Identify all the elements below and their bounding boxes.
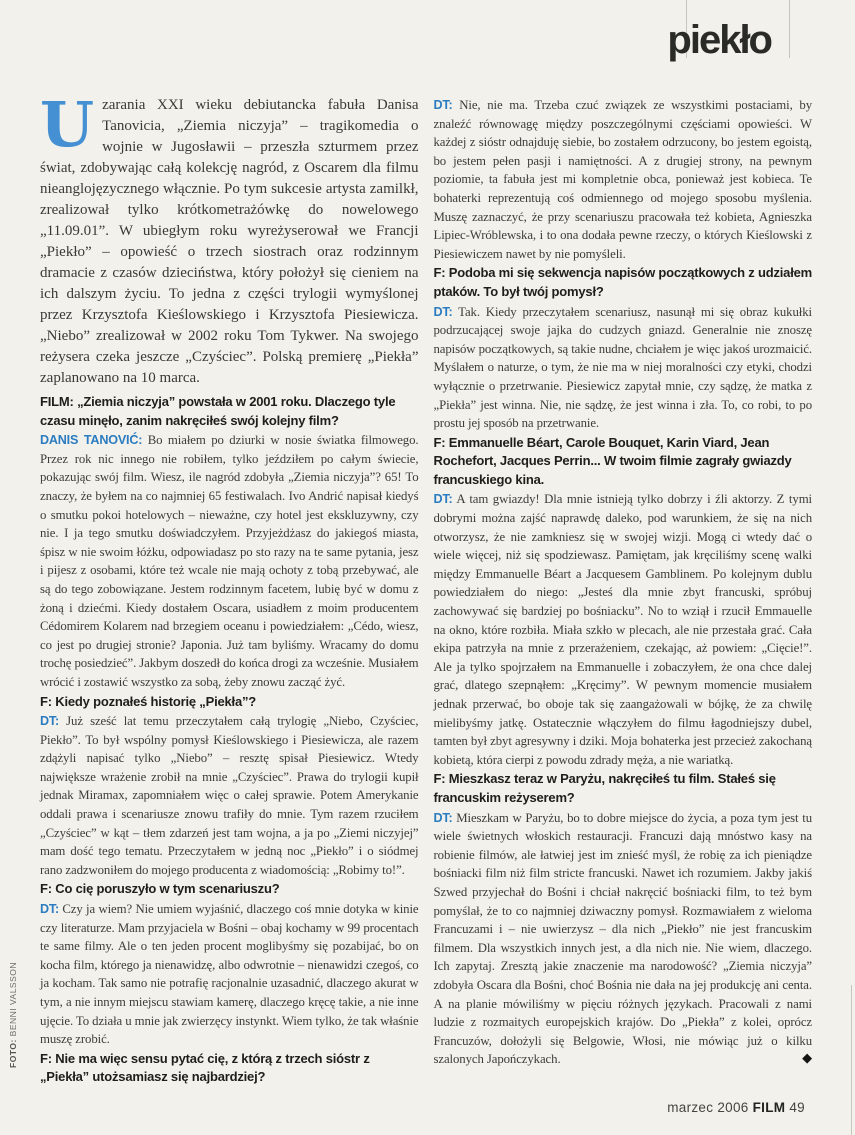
interview-answer bbox=[434, 96, 813, 263]
speaker-label: DANIS TANOVIĆ: bbox=[40, 433, 143, 448]
speaker-label: DT: bbox=[433, 492, 453, 507]
answer-text: Mieszkam w Paryżu, bo to dobre miejsce do życia, a poza tym jest tu wiele świetnych włoskich restauracji. Francuzi dają mnóstwo kasy na robienie filmów, ale łatwiej jest im znieść myśl, że robię za ich pieniądze bośniacki film niż film stricte francuski. Nawet ich rozumiem. Jakby jakiś Szwed przyjechał do Bośni i chciał nakręcić bośniacki film, to też bym pomyślał, że to co najmniej dziwaczny pomysł. Rozmawiałem z wieloma Francuzami i – nie uwierzysz – dla nich „Piekło” nie jest francuskim filmem. Dla wszystkich innych jest, a dla nich nie. Nie wiem, dlaczego. Ich zapytaj. Zresztą jakie znaczenie ma narodowość? „Ziemia niczyja” zdobyła Oscara dla Bośni, choć Bośnia nie dała na jej produkcję ani centa. A na planie mówiliśmy w pięciu różnych językach. Pracowali z nami ludzie z rozmaitych europejskich krajów. Do „Piekła” z kolei, oprócz Francuzów, dołożyli się Belgowie, Włosi, nie mówiąc już o kilku szalonych Japończykach. bbox=[433, 810, 812, 1067]
photo-credit-label: FOTO: bbox=[8, 1039, 18, 1068]
question-text: Emmanuelle Béart, Carole Bouquet, Karin Viard, Jean Rochefort, Jacques Perrin... W twoim filmie zagrały gwiazdy francuskiego kina. bbox=[433, 434, 792, 487]
column-right bbox=[434, 95, 813, 1088]
drop-cap: U bbox=[40, 88, 95, 161]
interview-question bbox=[434, 264, 813, 301]
question-text: Mieszkasz teraz w Paryżu, nakręciłeś tu film. Stałeś się francuskim reżyserem? bbox=[433, 771, 776, 805]
footer-magazine-name: FILM bbox=[752, 1100, 786, 1115]
question-text: Kiedy poznałeś historię „Piekła”? bbox=[51, 693, 257, 709]
interview-answer bbox=[40, 431, 419, 691]
interview-question bbox=[434, 770, 813, 807]
question-text: Nie ma więc sensu pytać cię, z którą z trzech sióstr z „Piekła” utożsamiasz się najbardziej? bbox=[40, 1050, 370, 1085]
question-text: Co cię poruszyło w tym scenariuszu? bbox=[51, 881, 280, 897]
question-label: FILM: bbox=[40, 394, 74, 409]
right-edge-rule bbox=[851, 985, 852, 1135]
question-label: F: bbox=[40, 881, 52, 897]
top-rule-right bbox=[789, 0, 790, 58]
interview-question bbox=[40, 393, 419, 430]
interview-answer bbox=[434, 303, 813, 433]
speaker-label: DT: bbox=[433, 98, 453, 112]
end-of-article-diamond: ◆ bbox=[802, 1051, 812, 1067]
question-label: F: bbox=[40, 1050, 52, 1066]
footer-page-number: 49 bbox=[785, 1100, 805, 1115]
answer-text: Już sześć lat temu przeczytałem całą trylogię „Niebo, Czyściec, Piekło”. To był wspólny pomysł Kieślowskiego i Piesiewicza, ale razem zdążyli napisać tylko „Niebo” – resztę spisał Piesiewicz. Wtedy największe wrażenie zrobił na mnie „Czyściec”. Prawa do trylogii kupił jednak Miramax, zapomniałem więc o całej sprawie. Potem Amerykanie oddali prawa i scenariusze znowu trafiły do mnie. Tym razem rzuciłem „Czyściec” w kąt – tłem zdarzeń jest tam wojna, a ja po „Ziemi niczyjej” mam dość tego tematu. Przeczytałem w jedną noc „Piekło” i o siódmej rano zadzwoniłem do mojego producenta z wiadomością: „Robimy to!”. bbox=[40, 714, 419, 877]
speaker-label: DT: bbox=[40, 902, 59, 917]
interview-question bbox=[40, 693, 419, 712]
column-left bbox=[40, 88, 419, 1088]
photo-credit bbox=[8, 962, 18, 1068]
interview-question bbox=[40, 1050, 419, 1087]
page-title: piekło bbox=[667, 18, 771, 62]
speaker-label: DT: bbox=[433, 304, 453, 319]
interview-answer bbox=[434, 490, 813, 769]
interview-question bbox=[434, 434, 813, 490]
answer-text: Nie, nie ma. Trzeba czuć związek ze wszystkimi postaciami, by znaleźć równowagę między poszczególnymi częściami opowieści. W każdej z sióstr odnajduję siebie, bo zostałem odrzucony, bo jestem egoistą, bo jestem pełen pasji i namiętności. A z drugiej strony, na pewnym poziomie, ta fabuła jest mi kompletnie obca, ponieważ jest kobieca. Te bohaterki reprezentują coś odmiennego od mojego sposobu myślenia. Muszę zaznaczyć, że przy scenariuszu pracowała też kobieta, Agnieszka Lipiec-Wróblewska, i to ona dodała pewne rzeczy, o których Kieślowski z Piesiewiczem nawet by nie pomyśleli. bbox=[433, 98, 812, 261]
answer-text: Czy ja wiem? Nie umiem wyjaśnić, dlaczego coś mnie dotyka w kinie czy literaturze. Mam przyjaciela w Bośni – obaj kochamy w 99 procentach te same filmy. Ale o ten jeden procent moglibyśmy się pozabijać, bo on kocha film, którego ja nienawidzę, albo odwrotnie – nienawidzi czegoś, co ja kocham. Tak samo nie potrafię racjonalnie uzasadnić, dlaczego akurat w tym, a nie innym miejscu stawiam kamerę, dlaczego kręcę takie, a nie inne ujęcie. To działa u mnie jak zwierzęcy instynkt. Wiem tylko, że tak właśnie muszę zrobić. bbox=[40, 902, 419, 1047]
speaker-label: DT: bbox=[40, 714, 59, 729]
page-footer bbox=[667, 1100, 805, 1115]
intro-paragraph bbox=[40, 88, 419, 389]
intro-text: zarania XXI wieku debiutancka fabuła Danisa Tanovicia, „Ziemia niczyja” – tragikomedia o wojnie w Jugosławii – przeszła szturmem przez świat, zdobywając całą kolekcję nagród, z Oscarem dla filmu nieanglojęzycznego włącznie. Po tym sukcesie artysta zamilkł, zrealizował tylko krótkometrażówkę do nowelowego „11.09.01”. W ubiegłym roku wyreżyserował we Francji „Piekło” – opowieść o trzech siostrach oraz rodzinnym dramacie z czasów dzieciństwa, który położył się cieniem na ich dalszym życiu. To jedna z części trylogii wymyślonej przez Krzysztofa Kieślowskiego i Krzysztofa Piesiewicza. „Niebo” zrealizował w 2002 roku Tom Tykwer. Na swojego reżysera czeka jeszcze „Czyściec”. Polską premierę „Piekła” zaplanowano na 10 marca. bbox=[40, 97, 419, 386]
speaker-label: DT: bbox=[433, 810, 453, 825]
question-text: Podoba mi się sekwencja napisów początkowych z udziałem ptaków. To był twój pomysł? bbox=[433, 265, 813, 299]
article-columns bbox=[40, 88, 813, 1088]
interview-question bbox=[40, 880, 419, 899]
question-text: „Ziemia niczyja” powstała w 2001 roku. Dlaczego tyle czasu minęło, zanim nakręciłeś swój kolejny film? bbox=[40, 394, 396, 428]
answer-text: A tam gwiazdy! Dla mnie istnieją tylko dobrzy i źli aktorzy. Z tymi dobrymi można zajść naprawdę daleko, pod warunkiem, że się na nich otworzysz, że nie zamkniesz się w swojej wizji. Mogą ci wtedy dać o wiele więcej, niż się spodziewasz. Pamiętam, jak kręciliśmy scenę walki między Emmanuelle Béart a Jacquesem Gamblinem. Po kolejnym dublu powiedziałem do niego: „Jesteś dla mnie zbyt francuski, spróbuj zachowywać się bardziej po bośniacku”. No to wziął i rzucił Emmauelle na okno, które rozbiła. Miała szkło w plecach, ale nie przestała grać. Cała ekipa patrzyła na mnie z przerażeniem, czekając, aż powiem: „Cięcie!”. Ale ja tylko spojrzałem na Emmanuelle i zobaczyłem, że ona chce dalej grać, dlatego szepnąłem: „Kręcimy”. W pewnym momencie musiałem jednak przerwać, bo oboje tak się zaangażowali w bójkę, że za chwilę mielibyśmy jatkę. Ostatecznie włączyłem do filmu łagodniejszy dubel, tamten był zbyt agresywny i dziki. Moja bohaterka jest przecież zakochaną kobietą, która cierpi z powodu zdrady męża, a nie wariatką. bbox=[433, 492, 812, 767]
answer-text: Tak. Kiedy przeczytałem scenariusz, nasunął mi się obraz kukułki podrzucającej swoje jajka do cudzych gniazd. Generalnie nie znoszę napisów początkowych, są takie nudne, chciałem je więc jakoś urozmaicić. Myślałem o naturze, o tym, że nie ma w niej moralności czy etyki, chodzi wyłącznie o przetrwanie. Piesiewicz zapytał mnie, czy sądzę, że matka z „Piekła” jest winna. Nie, nie sądzę, że jest winna i zła. To, co robi, to po prostu jej sposób na przetrwanie. bbox=[433, 304, 812, 431]
interview-answer bbox=[434, 809, 813, 1069]
photo-credit-name: BENNI VALSSON bbox=[8, 961, 18, 1040]
question-label: F: bbox=[433, 265, 446, 281]
question-label: F: bbox=[433, 434, 446, 450]
interview-answer bbox=[40, 712, 419, 879]
question-label: F: bbox=[433, 771, 446, 787]
footer-issue: marzec 2006 bbox=[667, 1100, 753, 1115]
answer-text: Bo miałem po dziurki w nosie światka filmowego. Przez rok nic innego nie robiłem, tylko jeździłem po całym świecie, pokazując swój film. Wiesz, ile nagród zdobyła „Ziemia niczyja”? 65! To znaczy, że byłem na co najmniej 65 festiwalach. Ivo Andrić napisał kiedyś o smutku pokoi hotelowych – nieważne, czy hotel jest ekskluzywny, czy nie. I ja tego smutku doświadczyłem. Przyjeżdżasz do jakiegoś miasta, śpisz w nie swoim łóżku, odpowiadasz po sto razy na te same pytania, jesz i pijesz z osobami, które też wcale nie mają ochoty z tobą przebywać, ale są do tego zobowiązane. Jestem rodzinnym facetem, lubię być w domu z żoną i dziećmi. Kiedy dostałem Oscara, usiadłem z moim producentem Cédomirem Kolarem nad brzegiem oceanu i powiedziałem: „Cédo, wiesz, co jest po drugiej stronie? Japonia. Już tam byliśmy. Wracamy do domu trochę posiedzieć”. Jakbym doszedł do końca drogi za wcześnie. Musiałem wrócić i zostawić wszystko za sobą, żeby znowu zacząć żyć. bbox=[40, 433, 419, 689]
interview-answer bbox=[40, 900, 419, 1049]
question-label: F: bbox=[40, 693, 52, 709]
